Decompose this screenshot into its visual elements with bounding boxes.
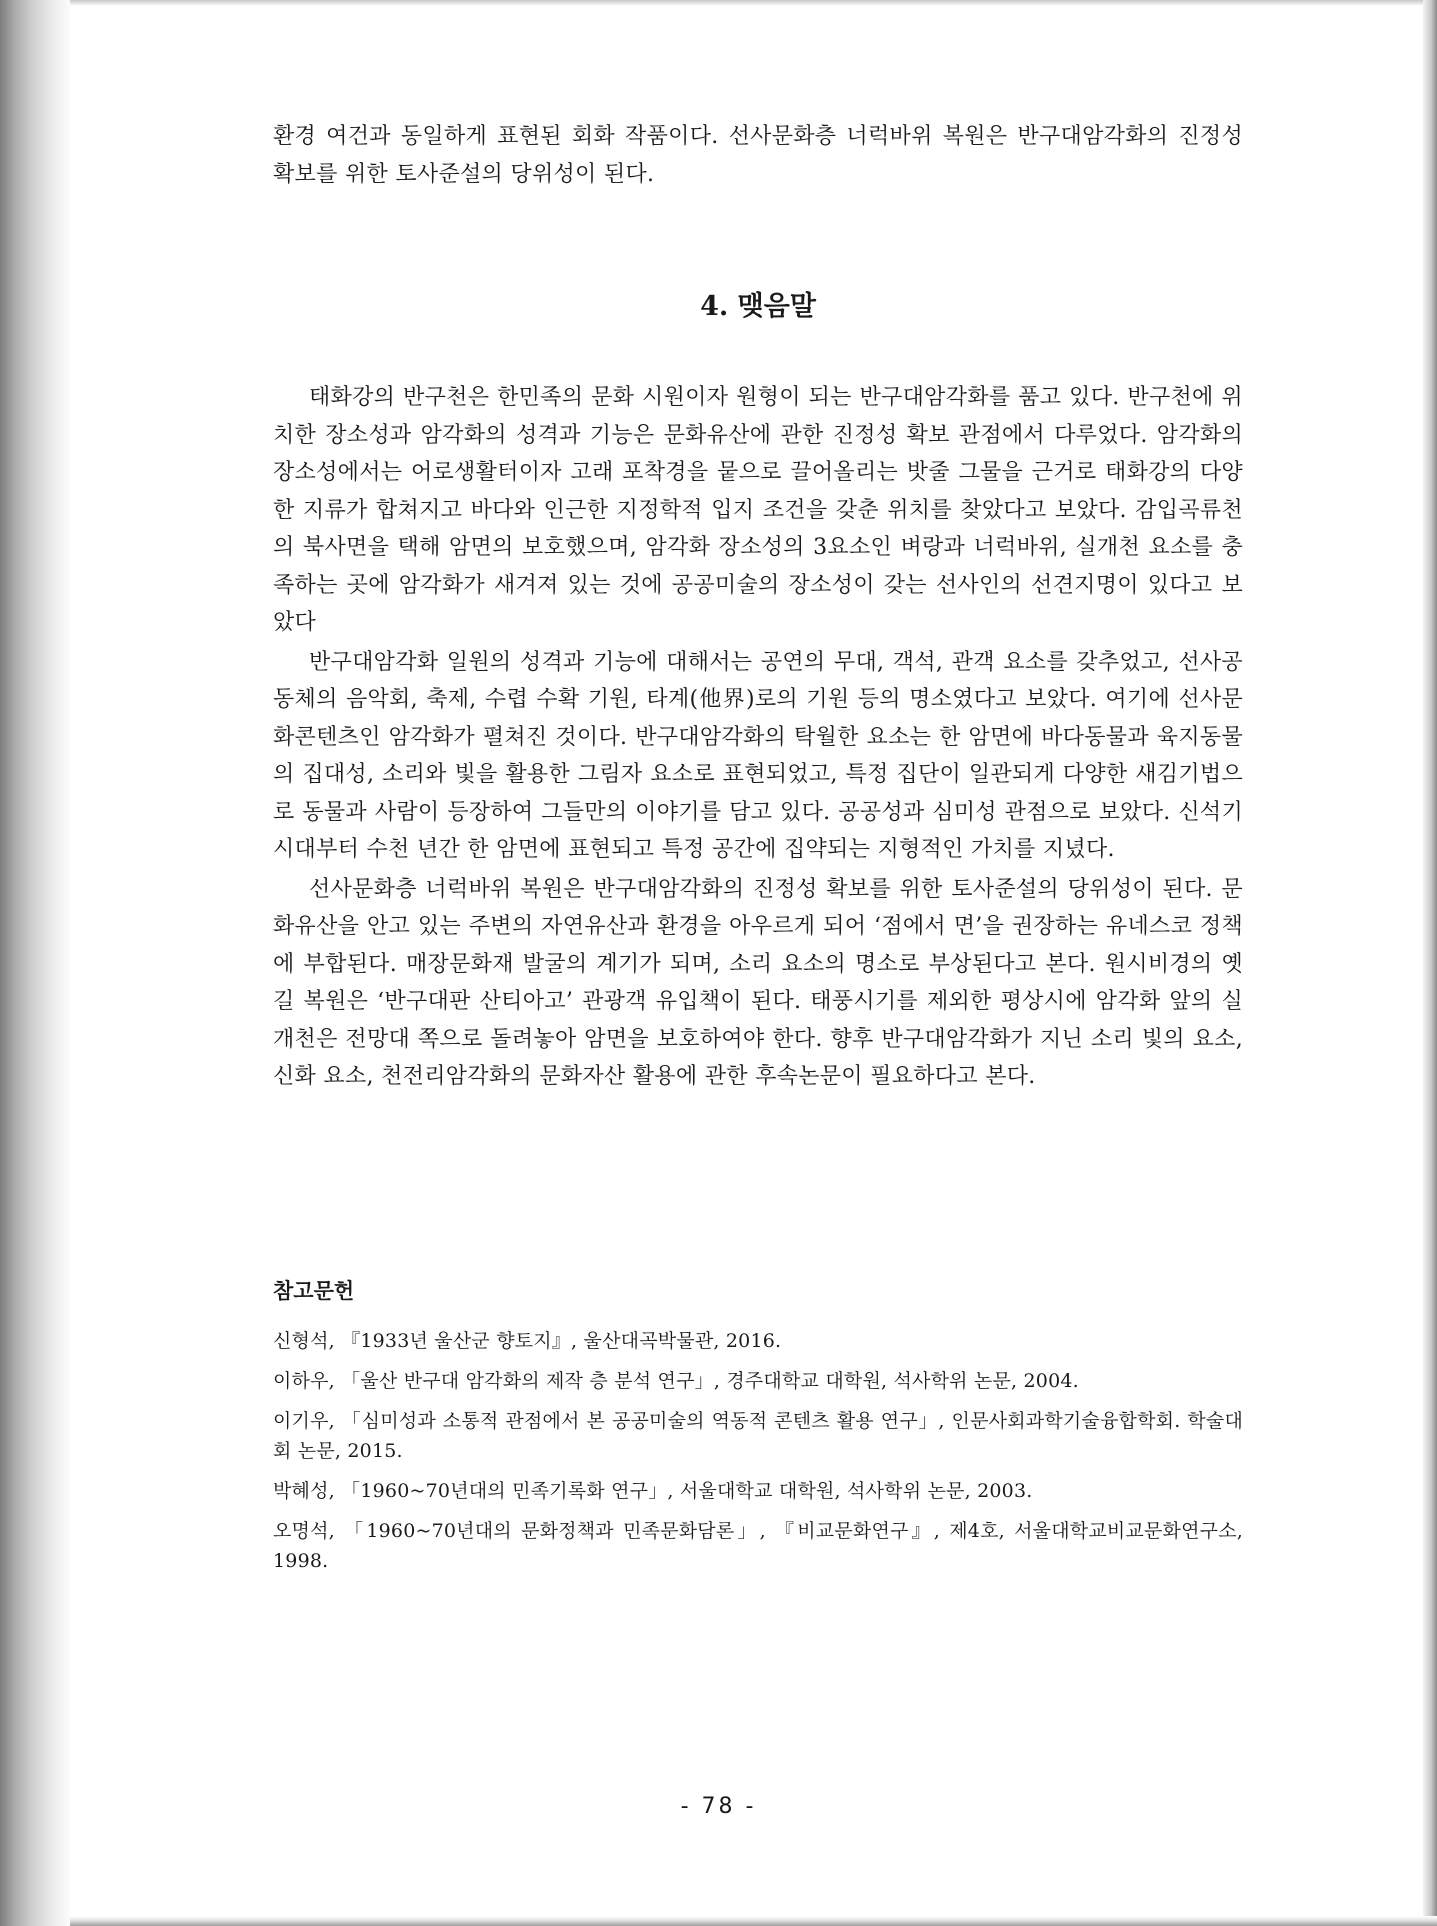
page-content <box>273 118 1243 1576</box>
section-heading: 4. 맺음말 <box>700 291 816 322</box>
reference-item: 박혜성, 「1960~70년대의 민족기록화 연구」, 서울대학교 대학원, 석사학위 논문, 2003. <box>273 1479 1033 1502</box>
page-edge-bottom <box>70 1916 1437 1926</box>
reference-item: 오명석, 「1960~70년대의 문화정책과 민족문화담론」, 『비교문화연구』, 제4호, 서울대학교비교문화연구소, 1998. <box>273 1519 1243 1572</box>
references-title: 참고문헌 <box>273 1278 355 1303</box>
references-list <box>273 1326 1243 1576</box>
page-binding-shadow <box>0 0 70 1926</box>
reference-item: 신형석, 『1933년 울산군 향토지』, 울산대곡박물관, 2016. <box>273 1329 782 1352</box>
page-edge-right <box>1423 0 1437 1926</box>
conclusion-paragraph-2: 반구대암각화 일원의 성격과 기능에 대해서는 공연의 무대, 객석, 관객 요소를 갖추었고, 선사공동체의 음악회, 축제, 수렵 수확 기원, 타계(他界)로의 기원 등의 명소였다고 보았다. 여기에 선사문화콘텐츠인 암각화가 펼쳐진 것이다. 반구대암각화의 탁월한 요소는 한 암면에 바다동물과 육지동물의 집대성, 소리와 빛을 활용한 그림자 요소로 표현되었고, 특정 집단이 일관되게 다양한 새김기법으로 동물과 사람이 등장하여 그들만의 이야기를 담고 있다. 공공성과 심미성 관점으로 보았다. 신석기 시대부터 수천 년간 한 암면에 표현되고 특정 공간에 집약되는 지형적인 가치를 지녔다. <box>273 649 1243 862</box>
page-edge-top <box>70 0 1437 6</box>
page-number: - 78 - <box>680 1794 757 1819</box>
conclusion-paragraph-3: 선사문화층 너럭바위 복원은 반구대암각화의 진정성 확보를 위한 토사준설의 당위성이 된다. 문화유산을 안고 있는 주변의 자연유산과 환경을 아우르게 되어 ‘점에서 면’을 권장하는 유네스코 정책에 부합된다. 매장문화재 발굴의 계기가 되며, 소리 요소의 명소로 부상된다고 본다. 원시비경의 옛길 복원은 ‘반구대판 산티아고’ 관광객 유입책이 된다. 태풍시기를 제외한 평상시에 암각화 앞의 실개천은 전망대 쪽으로 돌려놓아 암면을 보호하여야 한다. 향후 반구대암각화가 지닌 소리 빛의 요소, 신화 요소, 천전리암각화의 문화자산 활용에 관한 후속논문이 필요하다고 본다. <box>273 876 1243 1089</box>
intro-paragraph: 환경 여건과 동일하게 표현된 회화 작품이다. 선사문화층 너럭바위 복원은 반구대암각화의 진정성 확보를 위한 토사준설의 당위성이 된다. <box>273 124 1243 187</box>
reference-item: 이기우, 「심미성과 소통적 관점에서 본 공공미술의 역동적 콘텐츠 활용 연구」, 인문사회과학기술융합학회. 학술대회 논문, 2015. <box>273 1409 1243 1462</box>
conclusion-paragraph-1: 태화강의 반구천은 한민족의 문화 시원이자 원형이 되는 반구대암각화를 품고 있다. 반구천에 위치한 장소성과 암각화의 성격과 기능은 문화유산에 관한 진정성 확보 관점에서 다루었다. 암각화의 장소성에서는 어로생활터이자 고래 포착경을 뭍으로 끌어올리는 밧줄 그물을 근거로 태화강의 다양한 지류가 합쳐지고 바다와 인근한 지정학적 입지 조건을 갖춘 위치를 찾았다고 보았다. 감입곡류천의 북사면을 택해 암면의 보호했으며, 암각화 장소성의 3요소인 벼랑과 너럭바위, 실개천 요소를 충족하는 곳에 암각화가 새겨져 있는 것에 공공미술의 장소성이 갖는 선사인의 선견지명이 있다고 보았다 <box>273 385 1243 635</box>
reference-item: 이하우, 「울산 반구대 암각화의 제작 층 분석 연구」, 경주대학교 대학원, 석사학위 논문, 2004. <box>273 1369 1079 1392</box>
